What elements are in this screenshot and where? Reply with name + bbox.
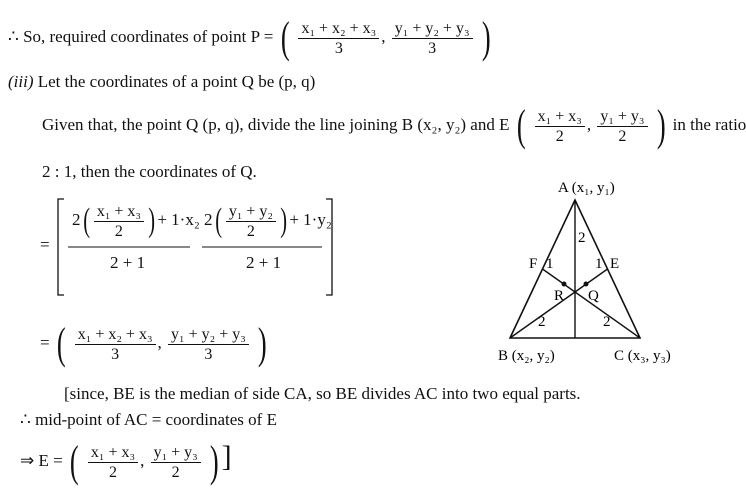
numerator-a xyxy=(72,201,200,241)
ratio-text: 2 : 1, then the coordinates of Q. xyxy=(42,162,257,181)
line-iii xyxy=(8,72,315,92)
denominator-a: 2 + 1 xyxy=(110,253,146,272)
numerator: x₁ + x₂ + x₃ xyxy=(298,19,379,39)
point-r xyxy=(562,282,567,287)
numerator: x₁ + x₃ xyxy=(94,202,144,222)
denominator: 3 xyxy=(428,39,437,57)
denominator: 2 xyxy=(108,463,117,481)
open-paren: ( xyxy=(516,101,526,150)
tail: + 1·y₂ xyxy=(289,209,332,229)
open-paren: ( xyxy=(56,319,66,368)
line-midpoint xyxy=(20,410,277,430)
ratio-br: 2 xyxy=(603,314,611,330)
item-text: Let the coordinates of a point Q be (p, q) xyxy=(37,72,316,91)
implies-e: ⇒ E = xyxy=(20,451,63,470)
label-r: R xyxy=(554,288,565,304)
label-b: B (x₂, y₂) xyxy=(498,348,555,364)
open-paren: ( xyxy=(280,13,290,62)
close-paren: ) xyxy=(257,319,267,368)
close-paren: ) xyxy=(481,13,491,62)
close-paren: ) xyxy=(280,202,288,239)
triangle-figure xyxy=(480,170,700,370)
denominator: 2 xyxy=(618,127,627,145)
fraction-x xyxy=(535,107,585,146)
denominator: 3 xyxy=(204,345,213,363)
separator: , xyxy=(140,451,145,470)
denominator: 2 xyxy=(555,127,564,145)
numerator: y₁ + y₃ xyxy=(151,443,201,463)
fraction-y xyxy=(151,443,201,482)
denominator-b: 2 + 1 xyxy=(246,253,282,272)
numerator-b xyxy=(204,201,332,241)
coef: 2 xyxy=(204,209,213,229)
line-ratio xyxy=(42,162,257,182)
fraction xyxy=(226,202,276,241)
denominator: 2 xyxy=(246,222,255,240)
tail: + 1·x₂ xyxy=(157,209,200,229)
ratio-suffix: in the ratio xyxy=(672,114,746,134)
line-final xyxy=(20,437,232,487)
denominator: 2 xyxy=(171,463,180,481)
matrix-expression xyxy=(40,195,340,300)
label-c: C (x₃, y₃) xyxy=(614,348,671,364)
denominator: 3 xyxy=(111,345,120,363)
line-given xyxy=(42,101,746,150)
close-paren: ) xyxy=(209,437,219,487)
denominator: 3 xyxy=(334,39,343,57)
fraction-x xyxy=(75,325,156,364)
numerator: x₁ + x₂ + x₃ xyxy=(75,325,156,345)
ratio-f: 1 xyxy=(546,256,554,272)
open-paren: ( xyxy=(214,202,222,239)
equals-sign: = xyxy=(40,332,50,352)
numerator: y₁ + y₂ xyxy=(226,202,276,222)
close-paren: ) xyxy=(656,101,666,150)
ratio-e: 1 xyxy=(595,256,603,272)
separator: , xyxy=(381,26,386,46)
denominator: 2 xyxy=(114,222,123,240)
fraction-y xyxy=(168,325,249,364)
numerator: x₁ + x₃ xyxy=(88,443,138,463)
numerator: y₁ + y₂ + y₃ xyxy=(168,325,249,345)
numerator: y₁ + y₃ xyxy=(597,107,647,127)
label-e: E xyxy=(610,256,620,272)
line-result xyxy=(40,319,270,368)
close-bracket: ] xyxy=(221,440,232,473)
point-q xyxy=(584,282,589,287)
ratio-top: 2 xyxy=(578,230,586,246)
fraction-x xyxy=(88,443,138,482)
item-marker: (iii) xyxy=(8,72,34,91)
since-text: [since, BE is the median of side CA, so BE divides AC into two equal parts. xyxy=(64,384,581,403)
midpoint-text: ∴ mid-point of AC = coordinates of E xyxy=(20,410,277,429)
line-point-p xyxy=(8,13,493,62)
open-paren: ( xyxy=(69,437,79,487)
open-paren: ( xyxy=(82,202,90,239)
equals-sign: = xyxy=(40,235,50,254)
fraction-y xyxy=(597,107,647,146)
label-a: A (x₁, y₁) xyxy=(558,180,615,196)
separator: , xyxy=(157,332,162,352)
given-text: Given that, the point Q (p, q), divide the line joining B (x₂, y₂) and E xyxy=(42,114,510,134)
label-f: F xyxy=(529,256,538,272)
label-q: Q xyxy=(588,288,599,304)
separator: , xyxy=(586,114,592,134)
line-since xyxy=(64,384,581,404)
numerator: x₁ + x₃ xyxy=(535,107,585,127)
numerator: y₁ + y₂ + y₃ xyxy=(392,19,473,39)
fraction-y xyxy=(392,19,473,58)
ratio-bl: 2 xyxy=(538,314,546,330)
fraction xyxy=(94,202,144,241)
close-paren: ) xyxy=(148,202,156,239)
coef: 2 xyxy=(72,209,81,229)
fraction-x xyxy=(298,19,379,58)
point-p-prefix: ∴ So, required coordinates of point P = xyxy=(8,26,274,46)
